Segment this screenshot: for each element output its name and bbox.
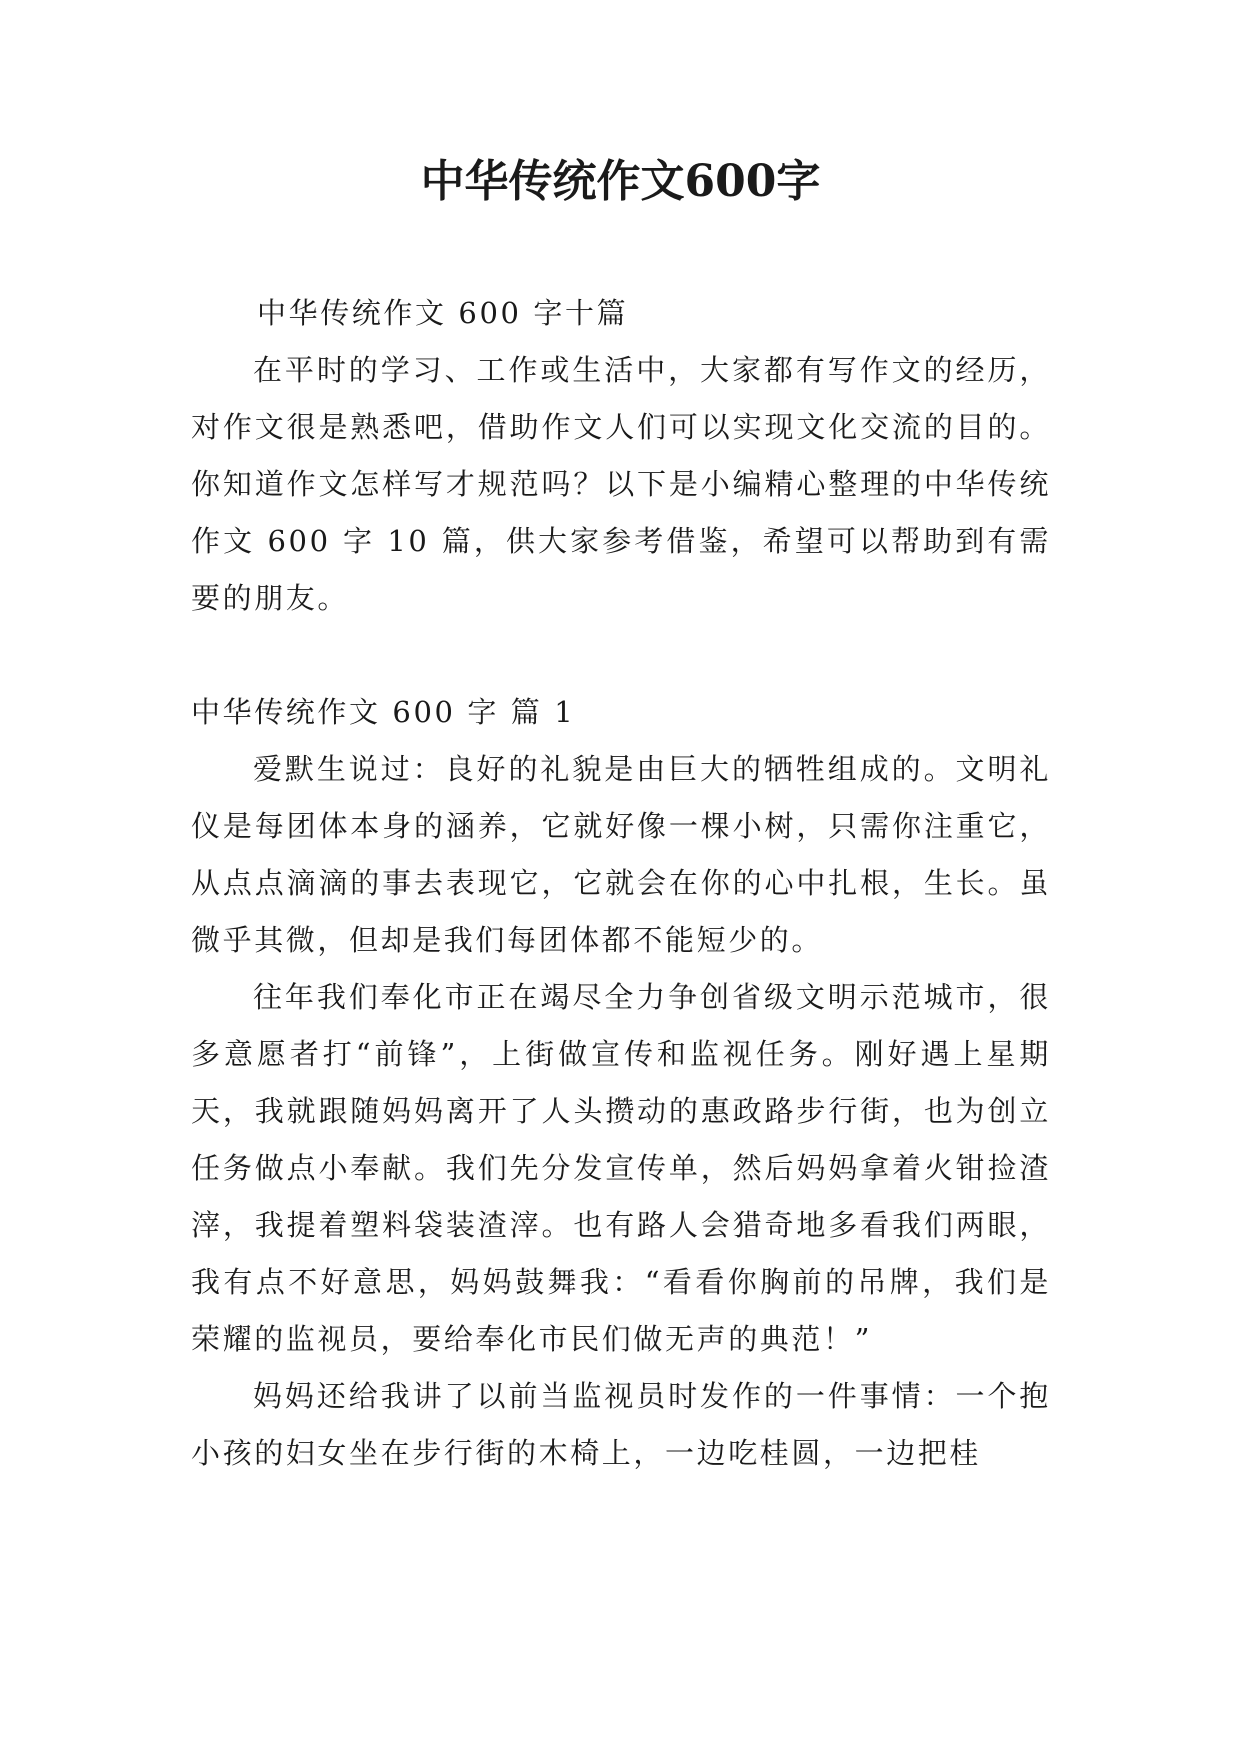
document-title: 中华传统作文600字 [420, 156, 821, 207]
section-heading: 中华传统作文 600 字 篇 1 [191, 695, 576, 729]
intro-paragraph: 在平时的学习、工作或生活中，大家都有写作文的经历，对作文很是熟悉吧，借助作文人们可以实现文化交流的目的。你知道作文怎样写才规范吗？以下是小编精心整理的中华传统作文 600 字 10 篇，供大家参考借鉴，希望可以帮助到有需要的朋友。 [191, 353, 1051, 615]
document-body [191, 285, 1051, 1482]
body-paragraph: 妈妈还给我讲了以前当监视员时发作的一件事情：一个抱小孩的妇女坐在步行街的木椅上，一边吃桂圆，一边把桂 [191, 1379, 1051, 1470]
body-paragraph: 爱默生说过：良好的礼貌是由巨大的牺牲组成的。文明礼仪是每团体本身的涵养，它就好像一棵小树，只需你注重它，从点点滴滴的事去表现它，它就会在你的心中扎根，生长。虽微乎其微，但却是我们每团体都不能短少的。 [191, 752, 1051, 957]
document-subtitle: 中华传统作文 600 字十篇 [257, 296, 629, 330]
body-paragraph: 往年我们奉化市正在竭尽全力争创省级文明示范城市，很多意愿者打“前锋”，上街做宣传和监视任务。刚好遇上星期天，我就跟随妈妈离开了人头攒动的惠政路步行街，也为创立任务做点小奉献。我们先分发宣传单，然后妈妈拿着火钳捡渣滓，我提着塑料袋装渣滓。也有路人会猎奇地多看我们两眼，我有点不好意思，妈妈鼓舞我：“看看你胸前的吊牌，我们是荣耀的监视员，要给奉化市民们做无声的典范！” [191, 980, 1051, 1356]
